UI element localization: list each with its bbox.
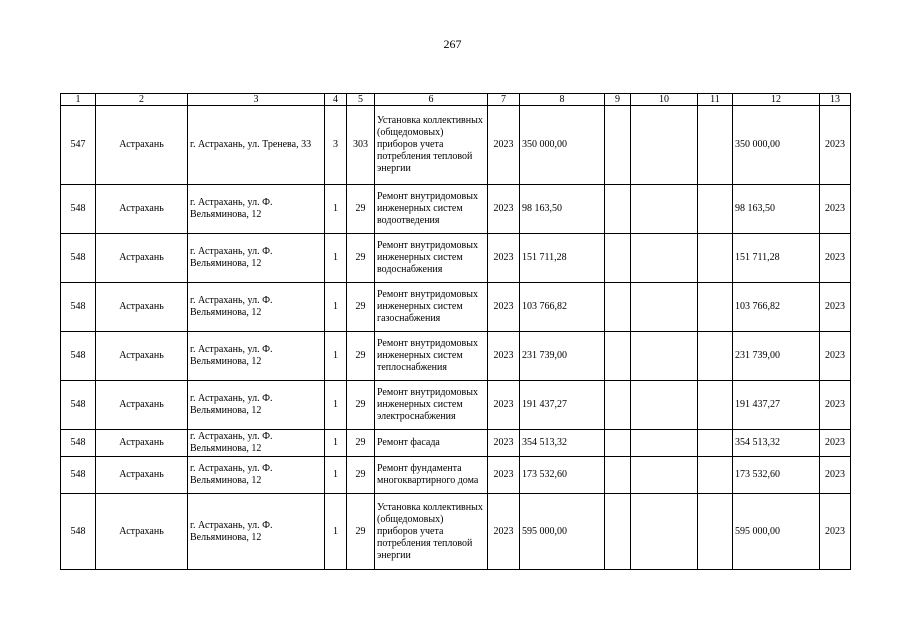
column-header: 12: [733, 94, 820, 106]
year-cell: 2023: [488, 185, 520, 234]
col13-year-cell: 2023: [820, 430, 851, 457]
col12-cost-cell: 191 437,27: [733, 381, 820, 430]
column-header: 10: [631, 94, 698, 106]
table-row: [61, 332, 851, 381]
row-number: 548: [61, 185, 96, 234]
col11-cell: [698, 494, 733, 570]
col10-cell: [631, 185, 698, 234]
col10-cell: [631, 283, 698, 332]
col4-cell: 1: [325, 381, 347, 430]
work-type-cell: Ремонт фундамента многоквартирного дома: [375, 457, 488, 494]
col4-cell: 3: [325, 106, 347, 185]
col12-cost-cell: 231 739,00: [733, 332, 820, 381]
city-cell: Астрахань: [96, 381, 188, 430]
row-number: 548: [61, 457, 96, 494]
col13-year-cell: 2023: [820, 283, 851, 332]
city-cell: Астрахань: [96, 430, 188, 457]
col10-cell: [631, 332, 698, 381]
city-cell: Астрахань: [96, 457, 188, 494]
col13-year-cell: 2023: [820, 106, 851, 185]
table-row: [61, 457, 851, 494]
table-row: [61, 430, 851, 457]
cost-cell: 350 000,00: [520, 106, 605, 185]
address-cell: г. Астрахань, ул. Ф. Вельяминова, 12: [188, 185, 325, 234]
col12-cost-cell: 98 163,50: [733, 185, 820, 234]
city-cell: Астрахань: [96, 234, 188, 283]
city-cell: Астрахань: [96, 106, 188, 185]
address-cell: г. Астрахань, ул. Ф. Вельяминова, 12: [188, 381, 325, 430]
col5-cell: 29: [347, 283, 375, 332]
col5-cell: 29: [347, 457, 375, 494]
col9-cell: [605, 430, 631, 457]
column-header: 4: [325, 94, 347, 106]
address-cell: г. Астрахань, ул. Ф. Вельяминова, 12: [188, 430, 325, 457]
address-cell: г. Астрахань, ул. Ф. Вельяминова, 12: [188, 457, 325, 494]
col9-cell: [605, 332, 631, 381]
col11-cell: [698, 234, 733, 283]
col11-cell: [698, 332, 733, 381]
row-number: 548: [61, 234, 96, 283]
col9-cell: [605, 381, 631, 430]
column-header: 6: [375, 94, 488, 106]
col5-cell: 29: [347, 494, 375, 570]
city-cell: Астрахань: [96, 332, 188, 381]
year-cell: 2023: [488, 283, 520, 332]
col12-cost-cell: 151 711,28: [733, 234, 820, 283]
row-number: 548: [61, 283, 96, 332]
work-type-cell: Ремонт внутридомовых инженерных систем газоснабжения: [375, 283, 488, 332]
col13-year-cell: 2023: [820, 457, 851, 494]
year-cell: 2023: [488, 494, 520, 570]
table-row: [61, 494, 851, 570]
col9-cell: [605, 234, 631, 283]
col4-cell: 1: [325, 332, 347, 381]
year-cell: 2023: [488, 332, 520, 381]
table-row: [61, 234, 851, 283]
col12-cost-cell: 103 766,82: [733, 283, 820, 332]
col11-cell: [698, 381, 733, 430]
column-header: 9: [605, 94, 631, 106]
city-cell: Астрахань: [96, 283, 188, 332]
col5-cell: 29: [347, 332, 375, 381]
col9-cell: [605, 283, 631, 332]
row-number: 548: [61, 332, 96, 381]
year-cell: 2023: [488, 457, 520, 494]
col4-cell: 1: [325, 430, 347, 457]
address-cell: г. Астрахань, ул. Ф. Вельяминова, 12: [188, 332, 325, 381]
address-cell: г. Астрахань, ул. Ф. Вельяминова, 12: [188, 234, 325, 283]
col9-cell: [605, 185, 631, 234]
year-cell: 2023: [488, 234, 520, 283]
row-number: 548: [61, 494, 96, 570]
column-header: 5: [347, 94, 375, 106]
col13-year-cell: 2023: [820, 234, 851, 283]
repair-program-table: [60, 93, 851, 570]
cost-cell: 354 513,32: [520, 430, 605, 457]
cost-cell: 173 532,60: [520, 457, 605, 494]
col12-cost-cell: 595 000,00: [733, 494, 820, 570]
cost-cell: 191 437,27: [520, 381, 605, 430]
row-number: 548: [61, 430, 96, 457]
cost-cell: 595 000,00: [520, 494, 605, 570]
address-cell: г. Астрахань, ул. Ф. Вельяминова, 12: [188, 283, 325, 332]
work-type-cell: Ремонт внутридомовых инженерных систем водоснабжения: [375, 234, 488, 283]
col12-cost-cell: 173 532,60: [733, 457, 820, 494]
work-type-cell: Ремонт внутридомовых инженерных систем водоотведения: [375, 185, 488, 234]
work-type-cell: Установка коллективных (общедомовых) приборов учета потребления тепловой энергии: [375, 106, 488, 185]
page-number: 267: [443, 37, 462, 51]
col13-year-cell: 2023: [820, 185, 851, 234]
col10-cell: [631, 494, 698, 570]
col4-cell: 1: [325, 283, 347, 332]
city-cell: Астрахань: [96, 494, 188, 570]
city-cell: Астрахань: [96, 185, 188, 234]
year-cell: 2023: [488, 430, 520, 457]
cost-cell: 98 163,50: [520, 185, 605, 234]
col12-cost-cell: 350 000,00: [733, 106, 820, 185]
col4-cell: 1: [325, 457, 347, 494]
col5-cell: 29: [347, 381, 375, 430]
col5-cell: 29: [347, 234, 375, 283]
col5-cell: 29: [347, 430, 375, 457]
address-cell: г. Астрахань, ул. Тренева, 33: [188, 106, 325, 185]
table-row: [61, 185, 851, 234]
work-type-cell: Ремонт внутридомовых инженерных систем теплоснабжения: [375, 332, 488, 381]
row-number: 548: [61, 381, 96, 430]
col12-cost-cell: 354 513,32: [733, 430, 820, 457]
col4-cell: 1: [325, 494, 347, 570]
work-type-cell: Установка коллективных (общедомовых) приборов учета потребления тепловой энергии: [375, 494, 488, 570]
cost-cell: 103 766,82: [520, 283, 605, 332]
col10-cell: [631, 457, 698, 494]
column-number-row: [61, 94, 851, 106]
column-header: 8: [520, 94, 605, 106]
col11-cell: [698, 185, 733, 234]
column-header: 3: [188, 94, 325, 106]
col9-cell: [605, 494, 631, 570]
column-header: 11: [698, 94, 733, 106]
col4-cell: 1: [325, 185, 347, 234]
cost-cell: 151 711,28: [520, 234, 605, 283]
col11-cell: [698, 457, 733, 494]
table-row: [61, 283, 851, 332]
table-row: [61, 381, 851, 430]
work-type-cell: Ремонт фасада: [375, 430, 488, 457]
col10-cell: [631, 234, 698, 283]
column-header: 2: [96, 94, 188, 106]
work-type-cell: Ремонт внутридомовых инженерных систем электроснабжения: [375, 381, 488, 430]
col10-cell: [631, 381, 698, 430]
col5-cell: 303: [347, 106, 375, 185]
col11-cell: [698, 106, 733, 185]
year-cell: 2023: [488, 381, 520, 430]
cost-cell: 231 739,00: [520, 332, 605, 381]
col9-cell: [605, 457, 631, 494]
col10-cell: [631, 430, 698, 457]
row-number: 547: [61, 106, 96, 185]
col11-cell: [698, 283, 733, 332]
col4-cell: 1: [325, 234, 347, 283]
col13-year-cell: 2023: [820, 494, 851, 570]
col9-cell: [605, 106, 631, 185]
col10-cell: [631, 106, 698, 185]
column-header: 13: [820, 94, 851, 106]
column-header: 7: [488, 94, 520, 106]
address-cell: г. Астрахань, ул. Ф. Вельяминова, 12: [188, 494, 325, 570]
col13-year-cell: 2023: [820, 332, 851, 381]
col5-cell: 29: [347, 185, 375, 234]
col13-year-cell: 2023: [820, 381, 851, 430]
column-header: 1: [61, 94, 96, 106]
table-row: [61, 106, 851, 185]
col11-cell: [698, 430, 733, 457]
year-cell: 2023: [488, 106, 520, 185]
